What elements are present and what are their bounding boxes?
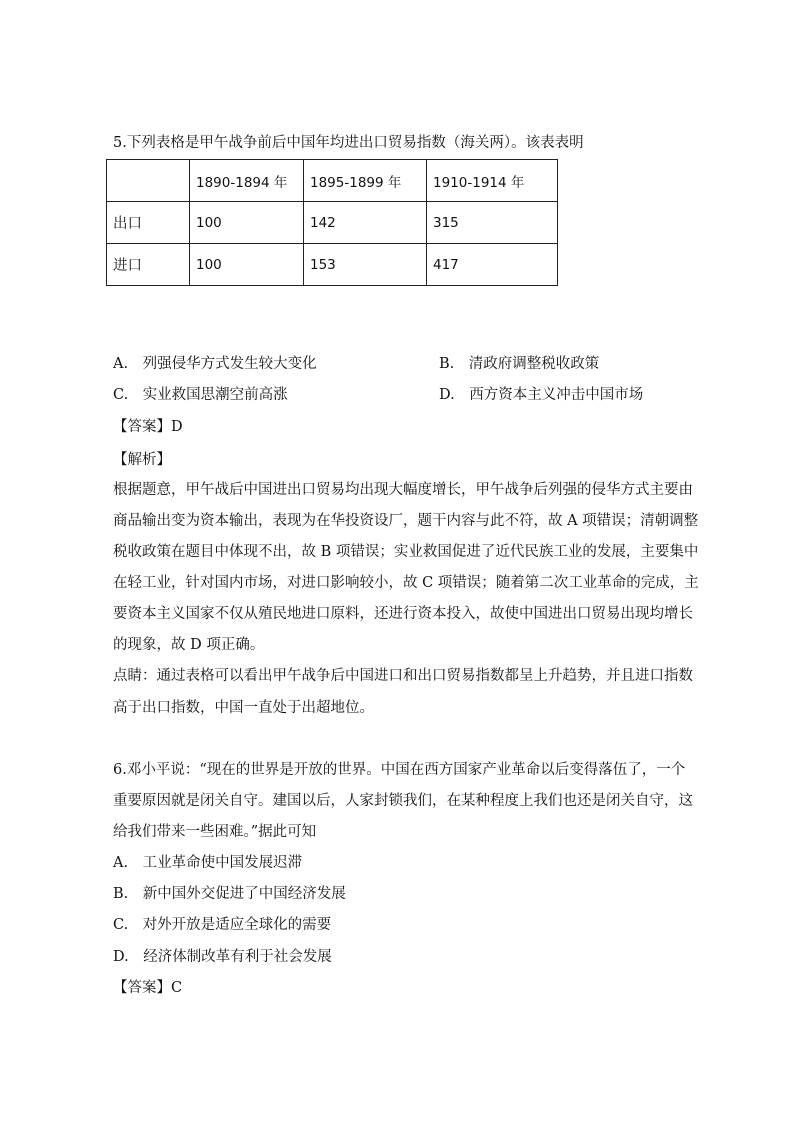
q5-analysis-line: 税收政策在题目中体现不出，故 B 项错误；实业救国促进了近代民族工业的发展，主要集中: [113, 544, 699, 560]
table-cell: 417: [427, 244, 558, 286]
q5-analysis-line: 根据题意，甲午战后中国进出口贸易均出现大幅度增长，甲午战争后列强的侵华方式主要由: [113, 482, 693, 498]
table-cell: 153: [304, 244, 427, 286]
q5-option-a: A. 列强侵华方式发生较大变化: [113, 356, 317, 372]
q6-answer: 【答案】C: [113, 980, 183, 996]
table-row-label: 进口: [107, 244, 190, 286]
table-header-cell: 1890-1894 年: [190, 160, 304, 202]
table-header-cell: 1910-1914 年: [427, 160, 558, 202]
trade-index-table: [106, 159, 558, 286]
question-6-stem-line: 6.邓小平说：“现在的世界是开放的世界。中国在西方国家产业革命以后变得落伍了，一个: [113, 762, 686, 778]
q6-option-d: D. 经济体制改革有利于社会发展: [113, 949, 332, 965]
table-cell: 100: [190, 202, 304, 244]
q5-comment-line: 高于出口指数，中国一直处于出超地位。: [113, 700, 374, 716]
question-5-stem: 5.下列表格是甲午战争前后中国年均进出口贸易指数（海关两）。该表表明: [113, 135, 584, 151]
table-row-label: 出口: [107, 202, 190, 244]
table-row: [107, 244, 558, 286]
table-cell: 100: [190, 244, 304, 286]
q5-analysis-title: 【解析】: [113, 452, 171, 468]
question-6-stem-line: 重要原因就是闭关自守。建国以后，人家封锁我们，在某种程度上我们也还是闭关自守，这: [113, 793, 693, 809]
table-row: [107, 202, 558, 244]
q5-analysis-line: 商品输出变为资本输出，表现为在华投资设厂，题干内容与此不符，故 A 项错误；清朝调整: [113, 513, 699, 529]
q5-analysis-line: 在轻工业，针对国内市场，对进口影响较小，故 C 项错误；随着第二次工业革命的完成，主: [113, 575, 699, 591]
table-header-cell: [107, 160, 190, 202]
q5-analysis-line: 的现象，故 D 项正确。: [113, 637, 265, 653]
q5-comment-line: 点睛：通过表格可以看出甲午战争后中国进口和出口贸易指数都呈上升趋势，并且进口指数: [113, 668, 693, 684]
question-6-stem-line: 给我们带来一些困难。”据此可知: [113, 824, 317, 840]
q5-option-c: C. 实业救国思潮空前高涨: [113, 387, 288, 403]
table-header-row: [107, 160, 558, 202]
q5-option-b: B. 清政府调整税收政策: [439, 356, 600, 372]
q6-option-a: A. 工业革命使中国发展迟滞: [113, 855, 303, 871]
table-cell: 142: [304, 202, 427, 244]
table-header-cell: 1895-1899 年: [304, 160, 427, 202]
q5-analysis-line: 要资本主义国家不仅从殖民地进口原料，还进行资本投入，故使中国进出口贸易出现均增长: [113, 606, 693, 622]
q6-option-c: C. 对外开放是适应全球化的需要: [113, 917, 332, 933]
q6-option-b: B. 新中国外交促进了中国经济发展: [113, 886, 346, 902]
q5-answer: 【答案】D: [113, 419, 183, 435]
table-cell: 315: [427, 202, 558, 244]
q5-option-d: D. 西方资本主义冲击中国市场: [439, 387, 644, 403]
